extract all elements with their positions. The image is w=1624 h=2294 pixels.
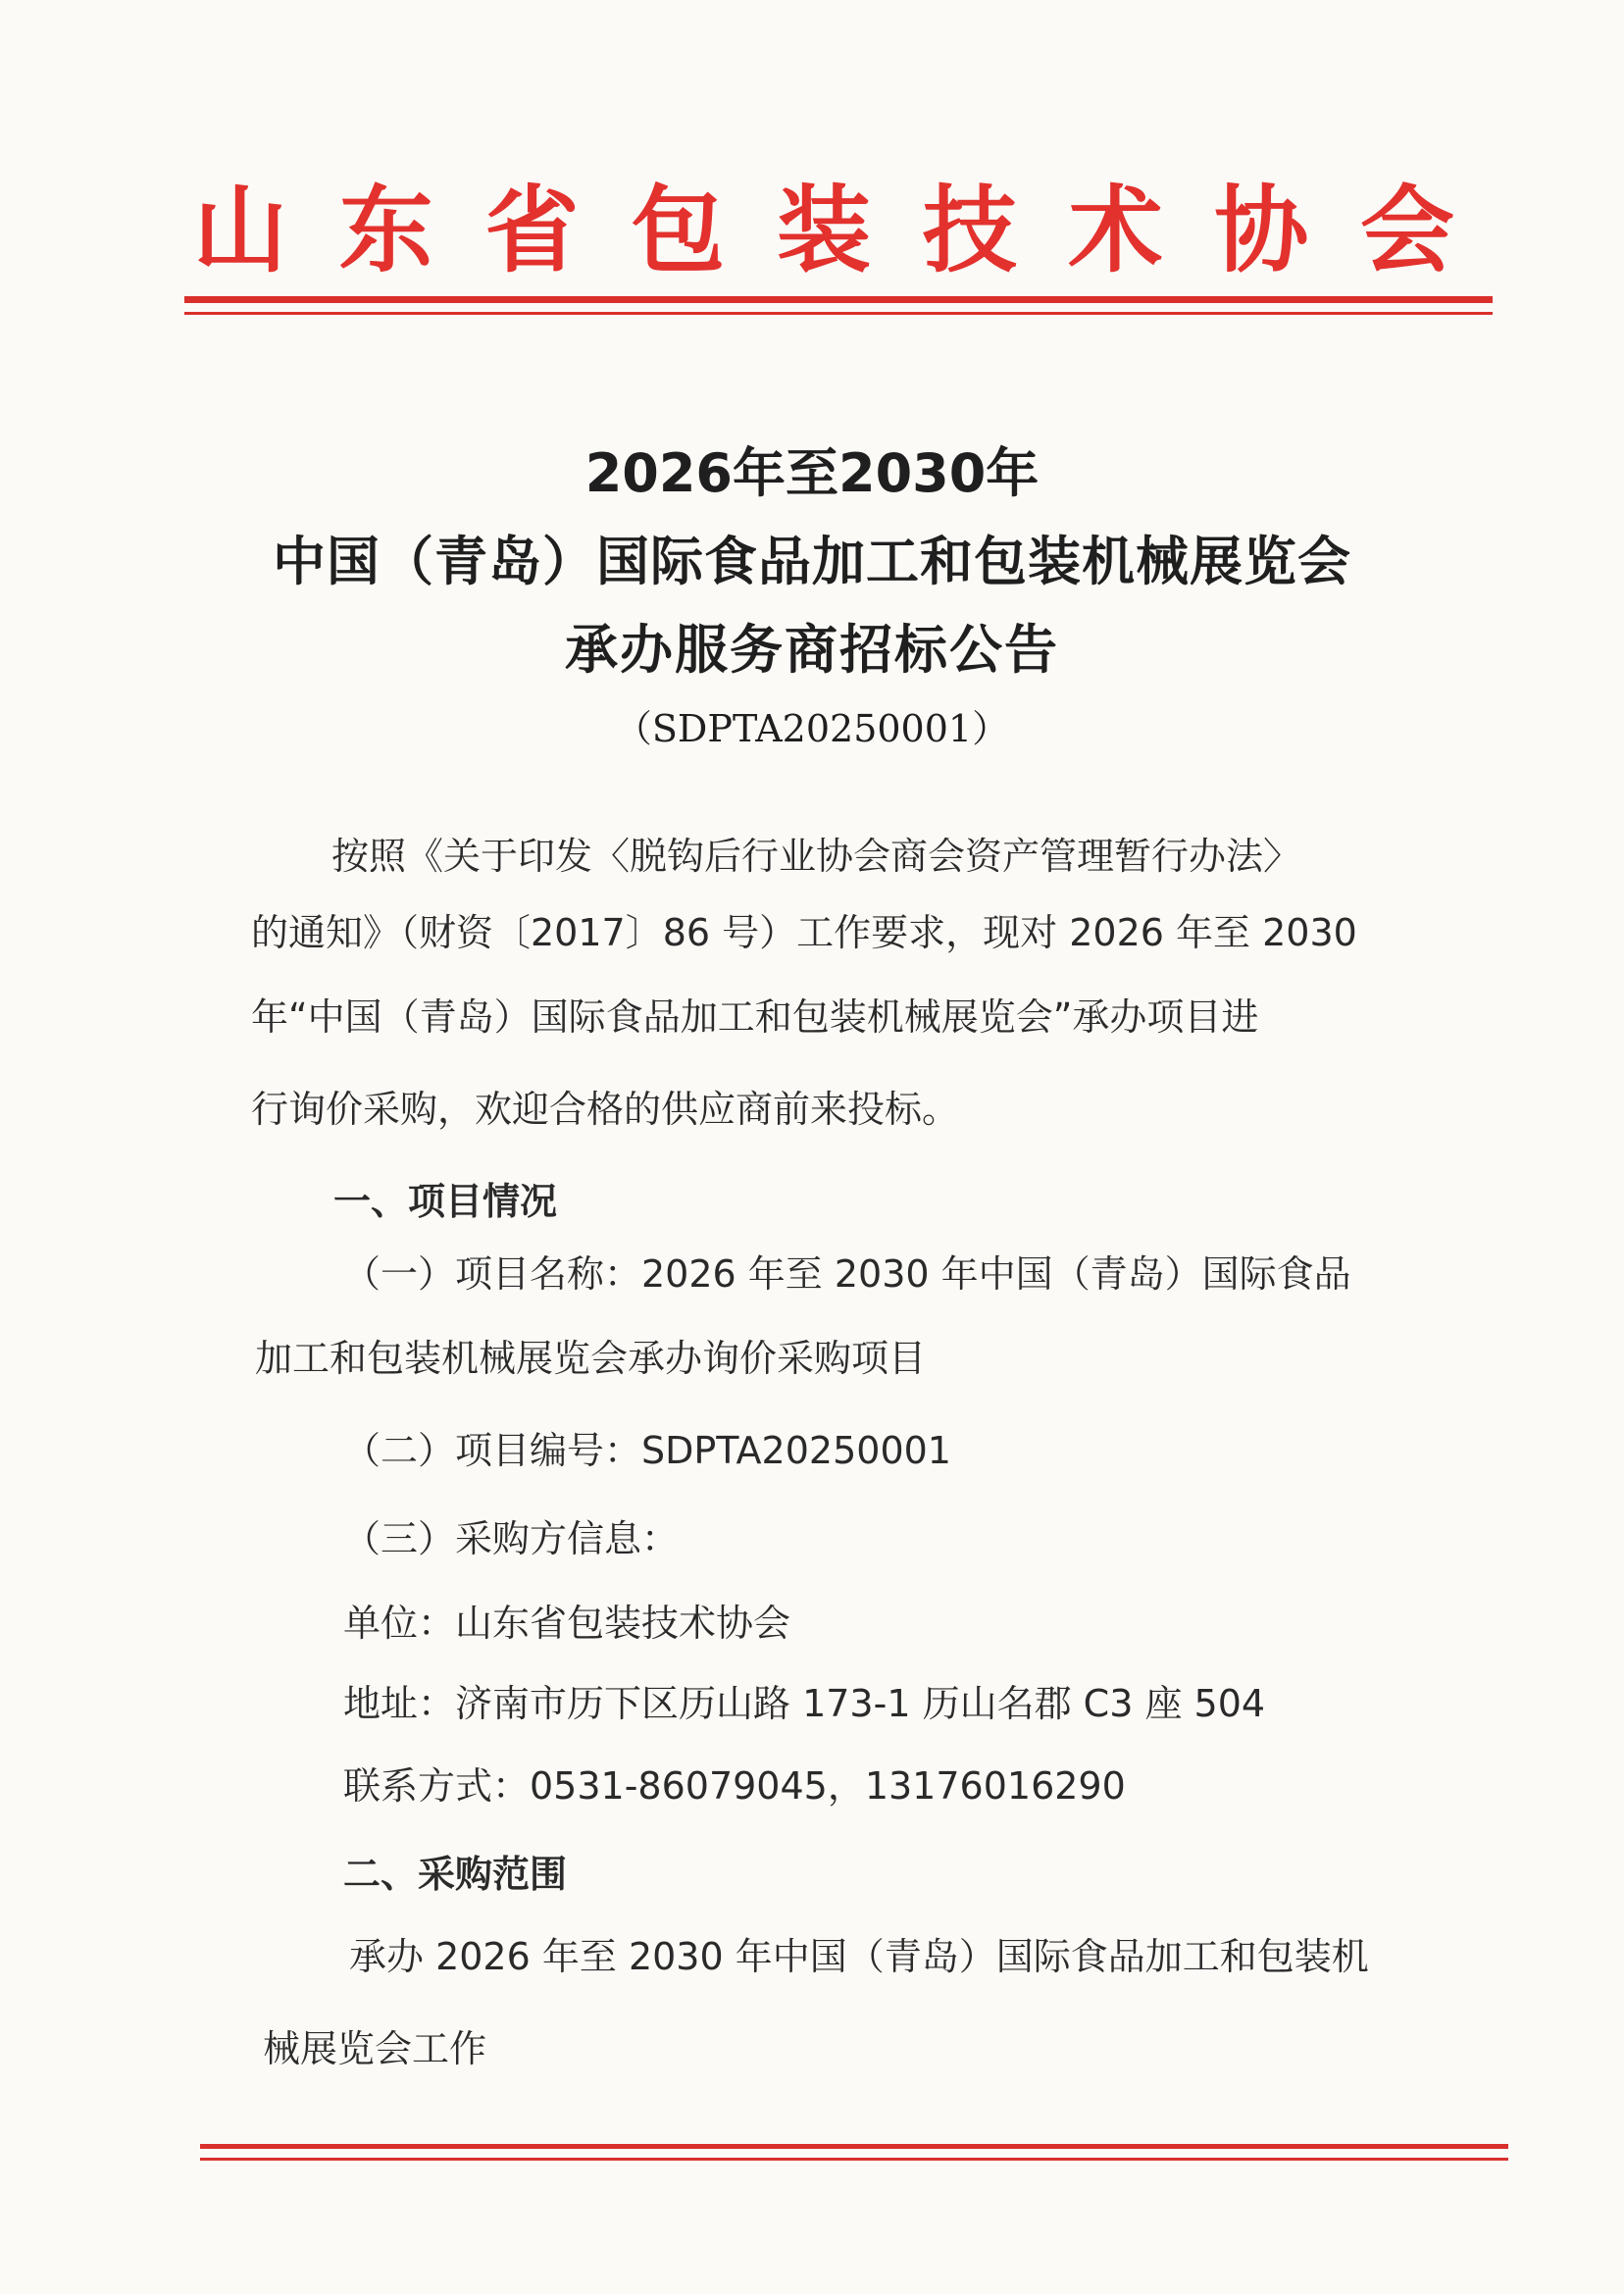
letterhead-char: 术	[1068, 175, 1163, 285]
letterhead-char: 东	[338, 175, 433, 285]
body-line: 年“中国（青岛）国际食品加工和包装机械展览会”承办项目进	[251, 995, 1259, 1039]
letterhead-char: 装	[777, 175, 871, 285]
doc-title-line2: 中国（青岛）国际食品加工和包装机械展览会	[273, 531, 1351, 592]
section-heading: 二、采购范围	[343, 1853, 568, 1896]
letterhead-char: 包	[631, 175, 726, 285]
body-line: 的通知》（财资〔2017〕86 号）工作要求，现对 2026 年至 2030	[251, 911, 1357, 954]
doc-title-line1: 2026年至2030年	[584, 442, 1040, 504]
footer-rule-thin	[200, 2158, 1508, 2161]
body-line: 加工和包装机械展览会承办询价采购项目	[255, 1337, 927, 1380]
letterhead-rule-thin	[184, 312, 1493, 315]
letterhead-char: 协	[1214, 175, 1309, 285]
body-line: 械展览会工作	[263, 2027, 487, 2070]
doc-code: （SDPTA20250001）	[614, 707, 1010, 750]
letterhead-rule-thick	[184, 296, 1493, 303]
body-line: 地址：济南市历下区历山路 173-1 历山名郡 C3 座 504	[343, 1682, 1266, 1725]
body-line: （三）采购方信息：	[343, 1517, 680, 1560]
doc-title-line3: 承办服务商招标公告	[565, 619, 1059, 681]
body-line: 行询价采购，欢迎合格的供应商前来投标。	[251, 1088, 960, 1131]
body-line: （二）项目编号：SDPTA20250001	[343, 1429, 951, 1472]
letterhead-char: 会	[1360, 175, 1454, 285]
footer-rule-thick	[200, 2144, 1508, 2149]
letterhead-char: 山	[193, 175, 287, 285]
body-line: 单位：山东省包装技术协会	[343, 1602, 791, 1645]
letterhead-title	[186, 167, 1461, 294]
letterhead-char: 省	[484, 175, 580, 285]
body-line: 联系方式：0531-86079045，13176016290	[343, 1764, 1126, 1808]
body-line: 承办 2026 年至 2030 年中国（青岛）国际食品加工和包装机	[349, 1935, 1369, 1978]
body-line: （一）项目名称：2026 年至 2030 年中国（青岛）国际食品	[343, 1252, 1351, 1296]
body-line: 按照《关于印发〈脱钩后行业协会商会资产管理暂行办法〉	[331, 835, 1301, 878]
section-heading: 一、项目情况	[333, 1180, 558, 1223]
letterhead-char: 技	[922, 175, 1017, 285]
